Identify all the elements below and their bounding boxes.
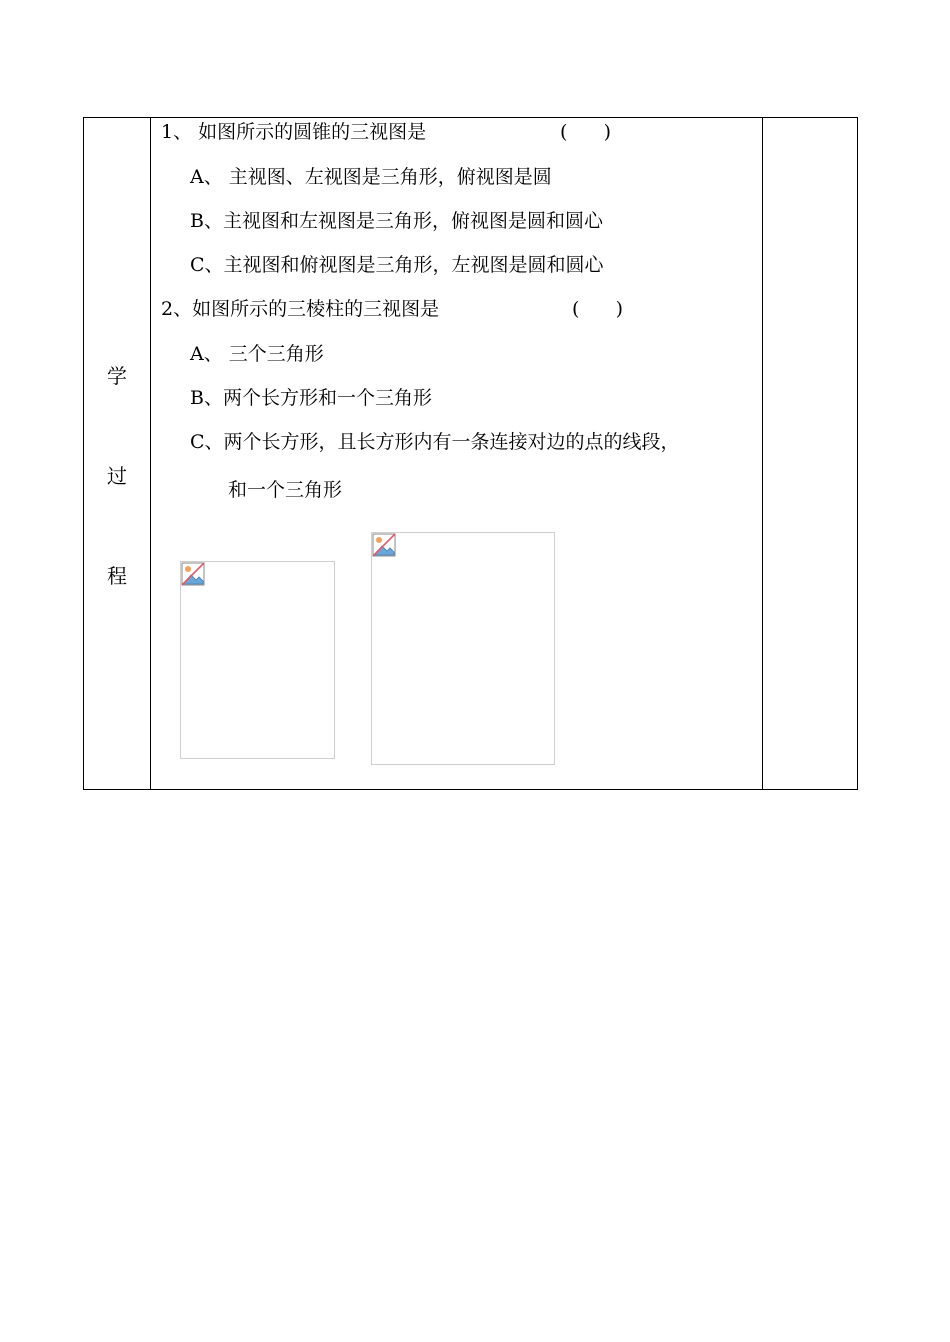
- column-divider-right: [762, 118, 763, 789]
- question-1-stem: 1、 如图所示的圆锥的三视图是: [161, 121, 427, 143]
- side-label-char-2: 过: [107, 464, 127, 488]
- lesson-table: [83, 117, 858, 790]
- question-1-answer-blank: ( ): [560, 121, 612, 143]
- question-2-stem: 2、如图所示的三棱柱的三视图是: [161, 298, 440, 320]
- question-2-option-a: A、 三个三角形: [190, 343, 324, 365]
- column-divider-left: [150, 118, 151, 789]
- side-label-char-3: 程: [107, 564, 127, 588]
- broken-image-icon: [181, 562, 205, 586]
- broken-image-icon: [372, 533, 396, 557]
- question-2-answer-blank: ( ): [572, 298, 624, 320]
- question-1-option-b: B、主视图和左视图是三角形，俯视图是圆和圆心: [190, 210, 603, 232]
- question-1-option-a: A、 主视图、左视图是三角形，俯视图是圆: [190, 166, 552, 188]
- question-2-option-b: B、两个长方形和一个三角形: [190, 387, 432, 409]
- question-2-option-c-continuation: 和一个三角形: [228, 479, 343, 501]
- prism-figure-image: [371, 532, 555, 765]
- question-1-option-c: C、主视图和俯视图是三角形，左视图是圆和圆心: [190, 254, 604, 276]
- question-2-option-c: C、两个长方形，且长方形内有一条连接对边的点的线段，: [190, 431, 680, 453]
- cone-figure-image: [180, 561, 335, 759]
- side-label-char-1: 学: [107, 364, 127, 388]
